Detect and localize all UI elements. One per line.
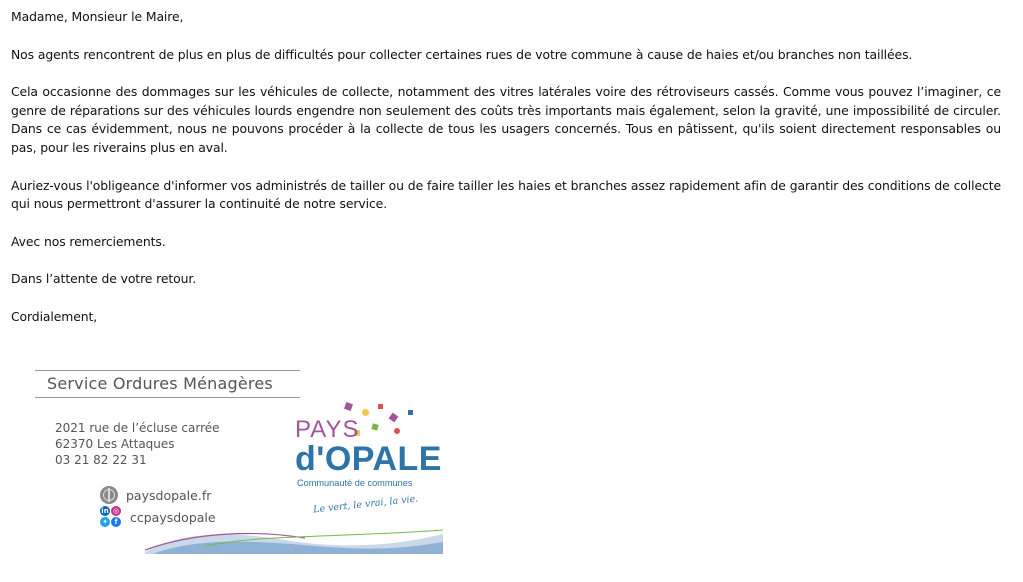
address-line-1: 2021 rue de l’écluse carrée xyxy=(55,421,220,435)
logo-confetti xyxy=(394,428,400,434)
logo-confetti xyxy=(389,413,399,423)
linkedin-icon: in xyxy=(101,507,109,515)
instagram-icon: ◎ xyxy=(112,507,120,515)
pays-dopale-logo xyxy=(290,400,442,520)
paragraph-5: Dans l’attente de votre retour. xyxy=(11,271,197,287)
divider xyxy=(35,397,300,398)
logo-confetti xyxy=(344,402,353,411)
paragraph-3: Auriez-vous l'obligeance d'informer vos administrés de tailler ou de faire tailler les haies et branches assez rapidement afin de garantir des conditions de collecte qui nous permettront d'assurer la continuité de notre service. xyxy=(11,177,1001,212)
salutation: Madame, Monsieur le Maire, xyxy=(11,9,184,24)
phone-number: 03 21 82 22 31 xyxy=(55,453,147,467)
divider xyxy=(35,370,300,371)
logo-confetti xyxy=(378,404,383,409)
website-text: paysdopale.fr xyxy=(126,487,212,503)
wave-decoration xyxy=(145,526,443,554)
globe-icon xyxy=(100,486,118,504)
social-handle: ccpaysdopale xyxy=(130,509,216,525)
logo-word-opale: d'OPALE xyxy=(295,440,442,478)
paragraph-4: Avec nos remerciements. xyxy=(11,233,166,249)
logo-subtitle: Communauté de communes xyxy=(297,478,413,488)
paragraph-2: Cela occasionne des dommages sur les véhicules de collecte, notamment des vitres latérales voire des rétroviseurs cassés. Comme vous pouvez l’imaginer, ce genre de réparations sur des véhicules lourds engendre non seulement des coûts très importants mais également, selon la gravité, une impossibilité de circuler. Dans ce cas évidemment, nous ne pouvons procéder à la collecte de tous les usagers concernés. Tous en pâtissent, qu'ils soient directement responsables ou pas, pour les riverains plus en aval. xyxy=(11,84,1001,155)
address-line-2: 62370 Les Attaques xyxy=(55,437,175,451)
facebook-icon: f xyxy=(111,517,121,527)
email-signature xyxy=(0,0,460,582)
logo-word-pays: PAYS xyxy=(295,416,360,443)
social-link[interactable] xyxy=(100,506,216,528)
logo-tagline: Le vert, le vrai, la vie. xyxy=(312,493,419,516)
logo-confetti xyxy=(362,409,369,416)
paragraph-1: Nos agents rencontrent de plus en plus de difficultés pour collecter certaines rues de votre commune à cause de haies et/ou branches non taillées. xyxy=(11,46,913,62)
twitter-icon: ✦ xyxy=(100,517,110,527)
logo-confetti xyxy=(408,410,413,415)
closing: Cordialement, xyxy=(11,308,98,324)
service-name: Service Ordures Ménagères xyxy=(47,374,273,393)
website-link[interactable] xyxy=(100,486,211,504)
social-icons xyxy=(100,506,122,528)
logo-confetti xyxy=(371,423,378,430)
